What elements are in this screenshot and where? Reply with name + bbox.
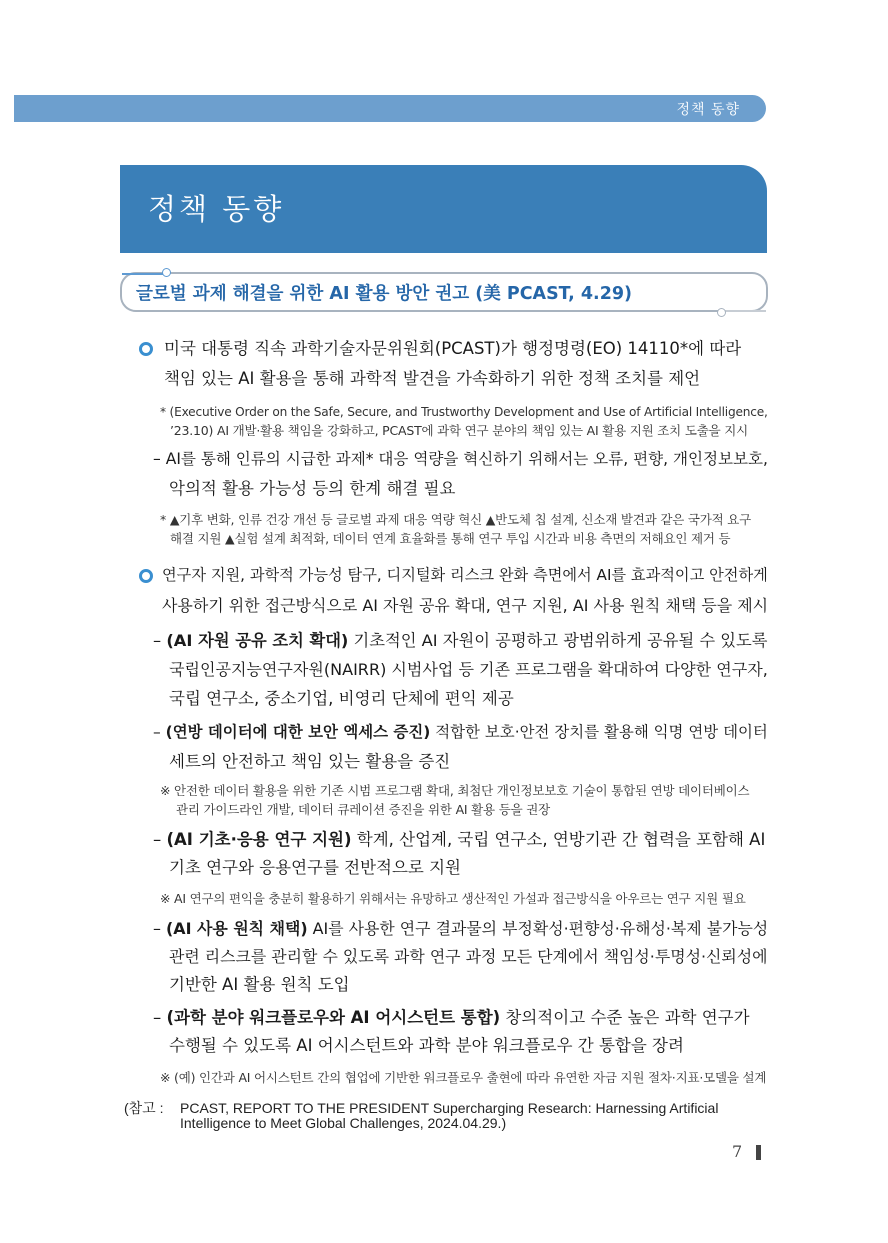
block1-note1-line1: * (Executive Order on the Safe, Secure, and Trustworthy Development and Use of Artificial Intelligence, [160,405,768,419]
bullet-circle-icon [139,569,153,583]
item1-dash: – [153,631,167,650]
block1-dash1-line2: 악의적 활용 가능성 등의 한계 해결 필요 [169,479,456,498]
headline-box [120,272,768,312]
item4-line1 [153,914,768,943]
item1-line2: 국립인공지능연구자원(NAIRR) 시범사업 등 기존 프로그램을 확대하여 다양한 연구자, [169,660,768,679]
item5-line1 [153,1003,750,1032]
item4-text: AI를 사용한 연구 결과물의 부정확성·편향성·유해성·복제 불가능성 [307,919,769,938]
block1-note1-line2: ’23.10) AI 개발·활용 책임을 강화하고, PCAST에 과학 연구 분야의 책임 있는 AI 활용 지원 조치 도출을 지시 [170,423,748,438]
block1-note2-line1: * ▲기후 변화, 인류 건강 개선 등 글로벌 과제 대응 역량 혁신 ▲반도체 칩 설계, 신소재 발견과 같은 국가적 요구 [160,512,751,527]
item2-note-line2: 관리 가이드라인 개발, 데이터 큐레이션 증진을 위한 AI 활용 등을 권장 [176,802,550,817]
item4-line3: 기반한 AI 활용 원칙 도입 [169,975,350,994]
item1-line1 [153,626,767,655]
article-headline: 글로벌 과제 해결을 위한 AI 활용 방안 권고 (美 PCAST, 4.29) [136,284,633,304]
block1-note2-line2: 해결 지원 ▲실험 설계 최적화, 데이터 연계 효율화를 통해 연구 투입 시간과 비용 측면의 저해요인 제거 등 [170,531,731,546]
item1-heading: (AI 자원 공유 조치 확대) [166,631,349,650]
item4-dash: – [153,919,167,938]
item5-dash: – [153,1008,167,1027]
item5-note-line1: ※ (예) 인간과 AI 어시스턴트 간의 협업에 기반한 워크플로우 출현에 따라 유연한 자금 지원 절차·지표·모델을 설계 [160,1070,767,1085]
item3-text: 학계, 산업계, 국립 연구소, 연방기관 간 협력을 포함해 AI [351,830,766,849]
item2-dash: – [153,723,166,741]
running-header-band [14,95,766,122]
block2-line2: 사용하기 위한 접근방식으로 AI 자원 공유 확대, 연구 지원, AI 사용 원칙 채택 등을 제시 [162,596,769,615]
item3-note-line1: ※ AI 연구의 편익을 충분히 활용하기 위해서는 유망하고 생산적인 가설과 접근방식을 아우르는 연구 지원 필요 [160,891,746,906]
item5-line2: 수행될 수 있도록 AI 어시스턴트와 과학 분야 워크플로우 간 통합을 장려 [169,1036,684,1055]
item2-heading: (연방 데이터에 대한 보안 엑세스 증진) [165,723,431,741]
reference-line1: PCAST, REPORT TO THE PRESIDENT Supercharging Research: Harnessing Artificial [180,1100,719,1116]
reference-label: (참고 : [124,1100,164,1116]
item3-dash: – [153,830,167,849]
item4-heading: (AI 사용 원칙 채택) [166,919,308,938]
page-number: 7 [732,1142,743,1161]
block2-line1: 연구자 지원, 과학적 가능성 탐구, 디지털화 리스크 완화 측면에서 AI를 효과적이고 안전하게 [162,566,768,584]
block1-line1: 미국 대통령 직속 과학기술자문위원회(PCAST)가 행정명령(EO) 14110*에 따라 [164,339,742,358]
reference-line2: Intelligence to Meet Global Challenges, 2024.04.29.) [180,1115,507,1131]
bullet-circle-icon [139,342,153,356]
headline-decor-line-bottom [720,310,766,312]
running-header-title: 정책 동향 [676,102,740,118]
item2-note-line1: ※ 안전한 데이터 활용을 위한 기존 시범 프로그램 확대, 최첨단 개인정보보호 기술이 통합된 연방 데이터베이스 [160,783,750,798]
item1-line3: 국립 연구소, 중소기업, 비영리 단체에 편익 제공 [169,689,514,708]
headline-decor-dot-bottom [717,308,726,317]
section-banner [120,165,767,253]
item4-line2: 관련 리스크를 관리할 수 있도록 과학 연구 과정 모든 단계에서 책임성·투명성·신뢰성에 [169,947,768,966]
block1-line2: 책임 있는 AI 활용을 통해 과학적 발견을 가속화하기 위한 정책 조치를 제언 [164,369,701,388]
page-number-bar [756,1145,761,1160]
item2-text: 적합한 보호·안전 장치를 활용해 익명 연방 데이터 [430,723,768,741]
item3-line2: 기초 연구와 응용연구를 전반적으로 지원 [169,858,461,877]
item5-text: 창의적이고 수준 높은 과학 연구가 [500,1008,750,1027]
item3-line1 [153,825,765,854]
headline-decor-dot-top [162,268,171,277]
item1-text: 기초적인 AI 자원이 공평하고 광범위하게 공유될 수 있도록 [348,631,768,650]
item2-line1 [153,718,768,747]
item3-heading: (AI 기초·응용 연구 지원) [166,830,352,849]
item2-line2: 세트의 안전하고 책임 있는 활용을 증진 [169,752,451,771]
block1-dash1-line1: – AI를 통해 인류의 시급한 과제* 대응 역량을 혁신하기 위해서는 오류, 편향, 개인정보보호, [153,450,768,468]
section-title: 정책 동향 [148,192,285,226]
item5-heading: (과학 분야 워크플로우와 AI 어시스턴트 통합) [166,1008,501,1027]
